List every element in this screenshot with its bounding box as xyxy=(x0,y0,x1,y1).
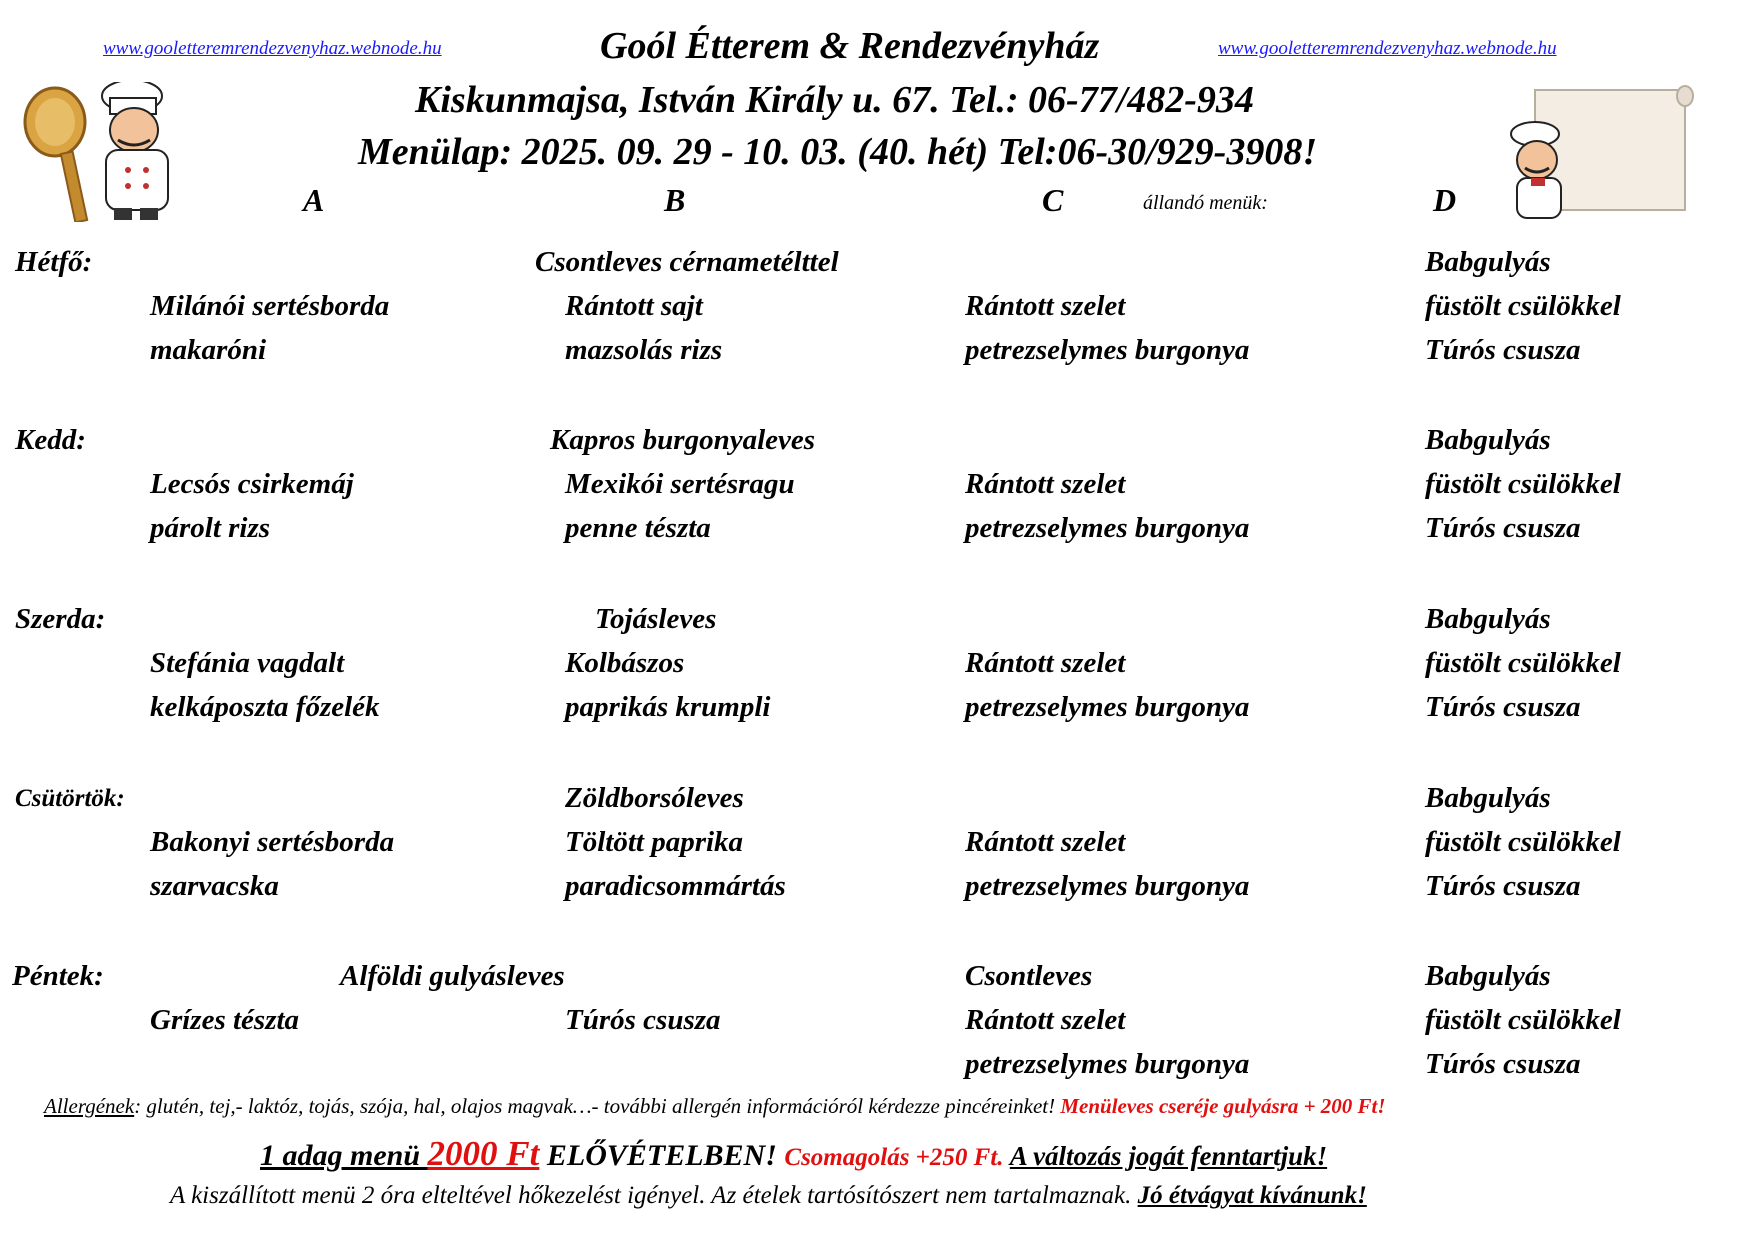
dish-c-side: petrezselymes burgonya xyxy=(965,870,1250,902)
dish-a-main: Stefánia vagdalt xyxy=(150,647,345,679)
dish-c-side: petrezselymes burgonya xyxy=(965,1048,1250,1080)
dish-d-main: füstölt csülökkel xyxy=(1425,647,1621,679)
soup-of-day: Tojásleves xyxy=(595,603,717,635)
rights-note: A változás jogát fenntartjuk! xyxy=(1009,1141,1328,1171)
dish-d-main: füstölt csülökkel xyxy=(1425,1004,1621,1036)
restaurant-title: Goól Étterem & Rendezvényház xyxy=(600,25,1100,67)
portion-label: 1 adag menü xyxy=(260,1139,428,1172)
dish-c-main: Rántott szelet xyxy=(965,290,1126,322)
dish-a-main: Milánói sertésborda xyxy=(150,290,390,322)
soup-of-day: Alföldi gulyásleves xyxy=(340,960,565,992)
column-header-c: C xyxy=(1042,182,1064,218)
dish-d-side: Túrós csusza xyxy=(1425,870,1581,902)
dish-b-main: Kolbászos xyxy=(565,647,685,679)
dish-a-main: Lecsós csirkemáj xyxy=(150,468,354,500)
chef-with-scroll-icon xyxy=(1495,82,1695,222)
dish-d-soup: Babgulyás xyxy=(1425,603,1551,635)
dish-d-main: füstölt csülökkel xyxy=(1425,290,1621,322)
dish-b-side: paprikás krumpli xyxy=(565,691,771,723)
dish-d-side: Túrós csusza xyxy=(1425,512,1581,544)
dish-c-main: Rántott szelet xyxy=(965,468,1126,500)
delivery-note xyxy=(170,1182,1367,1210)
delivery-text: A kiszállított menü 2 óra elteltével hőkezelést igényel. Az ételek tartósítószert nem tartalmaznak. xyxy=(170,1182,1138,1209)
permanent-menus-label: állandó menük: xyxy=(1143,192,1268,214)
day-label: Kedd: xyxy=(15,424,86,456)
dish-b-main: Töltött paprika xyxy=(565,826,744,858)
dish-d-main: füstölt csülökkel xyxy=(1425,468,1621,500)
price-line xyxy=(260,1134,1327,1174)
dish-d-soup: Babgulyás xyxy=(1425,782,1551,814)
dish-b-side: paradicsommártás xyxy=(565,870,786,902)
website-link-right[interactable]: www.gooletteremrendezvenyhaz.webnode.hu xyxy=(1218,38,1557,59)
dish-d-side: Túrós csusza xyxy=(1425,691,1581,723)
soup-of-day: Csontleves cérnametélttel xyxy=(535,246,839,278)
enjoy-text: Jó étvágyat kívánunk! xyxy=(1137,1182,1367,1209)
dish-a-main: Bakonyi sertésborda xyxy=(150,826,395,858)
soup-of-day: Kapros burgonyaleves xyxy=(550,424,816,456)
column-header-b: B xyxy=(664,182,686,218)
dish-c-main: Rántott szelet xyxy=(965,1004,1126,1036)
allergen-text: : glutén, tej,- laktóz, tojás, szója, hal, olajos magvak…- további allergén információról kérdezze pincéreinket! xyxy=(134,1094,1061,1118)
day-label: Szerda: xyxy=(15,603,106,635)
dish-b-main: Rántott sajt xyxy=(565,290,703,322)
soup-of-day: Zöldborsóleves xyxy=(565,782,744,814)
soup-swap-note: Menüleves cseréje gulyásra + 200 Ft! xyxy=(1060,1094,1386,1118)
soup-c: Csontleves xyxy=(965,960,1093,992)
dish-b-side: mazsolás rizs xyxy=(565,334,723,366)
dish-d-soup: Babgulyás xyxy=(1425,424,1551,456)
dish-a-main: Grízes tészta xyxy=(150,1004,300,1036)
dish-c-main: Rántott szelet xyxy=(965,647,1126,679)
dish-d-soup: Babgulyás xyxy=(1425,246,1551,278)
dish-a-side: makaróni xyxy=(150,334,267,366)
dish-a-side: kelkáposzta főzelék xyxy=(150,691,380,723)
day-label: Hétfő: xyxy=(15,246,93,278)
dish-c-side: petrezselymes burgonya xyxy=(965,691,1250,723)
dish-b-side: penne tészta xyxy=(565,512,711,544)
allergen-label: Allergének xyxy=(44,1094,135,1118)
dish-b-main: Túrós csusza xyxy=(565,1004,721,1036)
price-value: 2000 Ft xyxy=(427,1134,540,1173)
day-label: Péntek: xyxy=(12,960,104,992)
prepay-label: ELŐVÉTELBEN! xyxy=(539,1139,785,1172)
dish-c-side: petrezselymes burgonya xyxy=(965,334,1250,366)
dish-b-main: Mexikói sertésragu xyxy=(565,468,795,500)
dish-c-main: Rántott szelet xyxy=(965,826,1126,858)
column-header-d: D xyxy=(1433,182,1457,218)
dish-c-side: petrezselymes burgonya xyxy=(965,512,1250,544)
website-link-left[interactable]: www.gooletteremrendezvenyhaz.webnode.hu xyxy=(103,38,442,59)
dish-d-side: Túrós csusza xyxy=(1425,1048,1581,1080)
packaging-note: Csomagolás +250 Ft. xyxy=(784,1144,1010,1171)
day-label: Csütörtök: xyxy=(15,785,125,812)
dish-d-main: füstölt csülökkel xyxy=(1425,826,1621,858)
address-line: Kiskunmajsa, István Király u. 67. Tel.: 06-77/482-934 xyxy=(415,79,1254,121)
dish-a-side: szarvacska xyxy=(150,870,279,902)
column-header-a: A xyxy=(303,182,325,218)
chef-with-spoon-icon xyxy=(10,82,215,222)
dish-d-side: Túrós csusza xyxy=(1425,334,1581,366)
dish-d-soup: Babgulyás xyxy=(1425,960,1551,992)
menu-period-line: Menülap: 2025. 09. 29 - 10. 03. (40. hét) Tel:06-30/929-3908! xyxy=(358,131,1318,173)
dish-a-side: párolt rizs xyxy=(150,512,271,544)
allergen-note xyxy=(44,1094,1386,1119)
